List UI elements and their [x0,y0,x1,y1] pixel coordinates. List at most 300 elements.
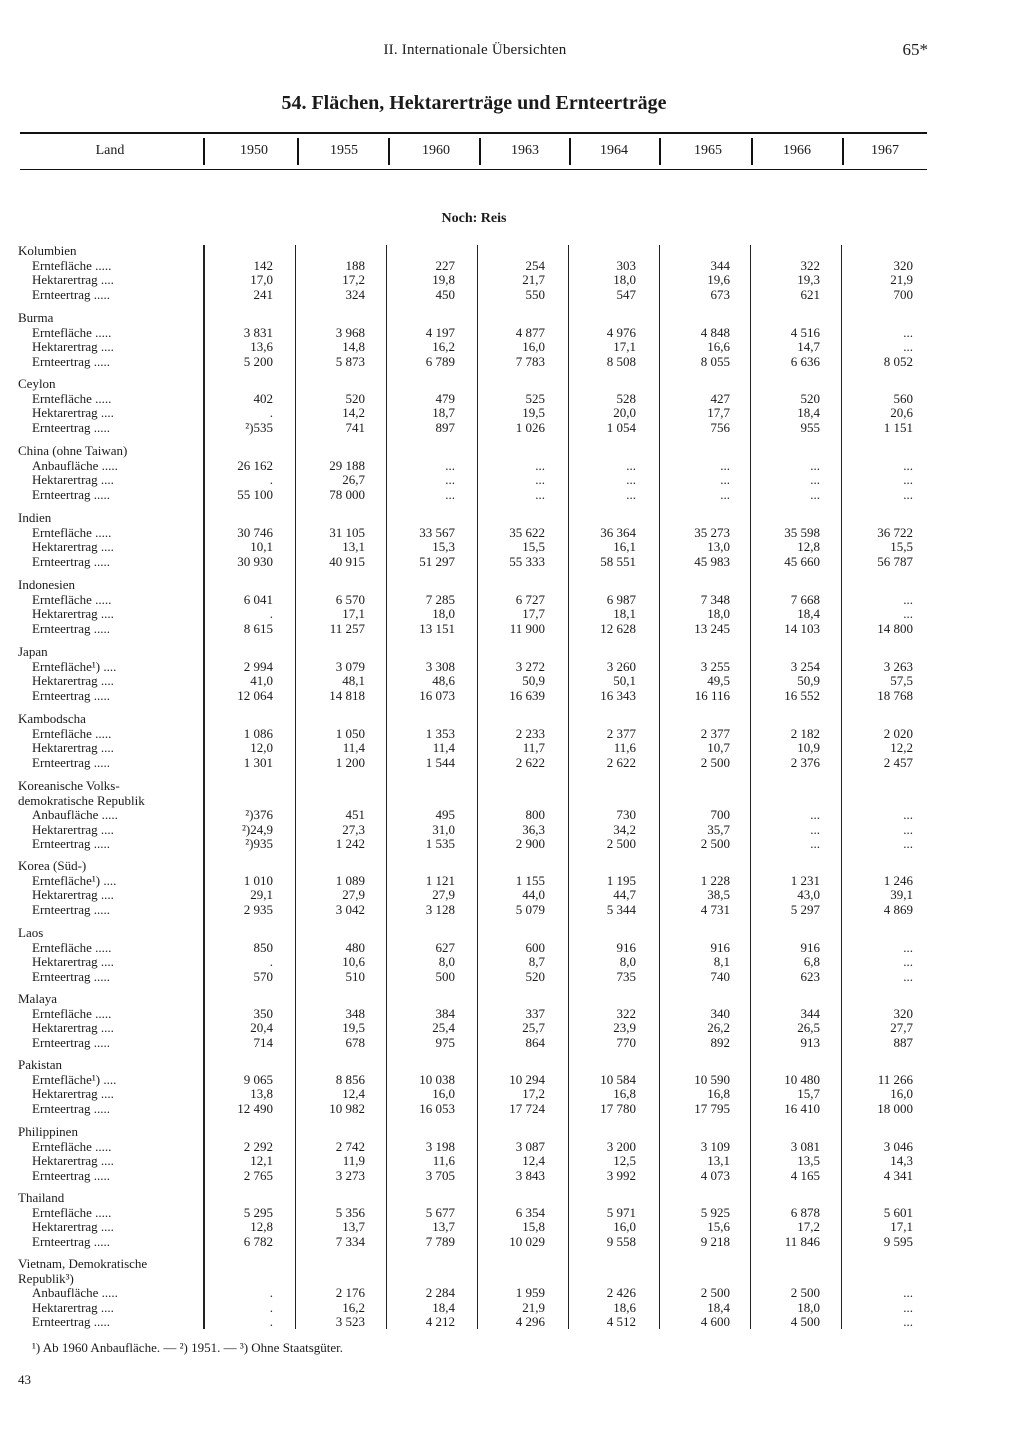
table-cell: 29,1 [250,887,273,902]
row-label: Ernteertrag ..... [32,353,110,369]
table-cell: ... [810,821,820,837]
table-cell: 570 [253,968,273,984]
table-cell: 16,8 [613,1086,636,1101]
country-name: Indonesien [18,577,76,592]
table-cell: 7 348 [700,591,730,607]
table-cell: 31 105 [329,524,365,540]
table-cell: 740 [710,968,730,984]
table-cell: ²)24,9 [242,821,273,837]
table-cell: 348 [345,1005,365,1021]
table-cell: 8,0 [438,954,455,969]
table-cell: 12,8 [797,539,820,554]
row-label: Hektarertrag .... [32,339,114,354]
table-cell: ... [903,591,913,607]
table-cell: 320 [893,257,913,273]
table-cell: 20,6 [890,405,913,420]
table-cell: 18,1 [613,606,636,621]
table-cell: 1 195 [606,872,636,888]
table-cell: . [269,1299,273,1315]
table-cell: 2 377 [606,725,636,741]
row-label: Erntefläche¹) .... [32,658,117,674]
table-cell: ... [903,472,913,487]
table-cell: 510 [345,968,365,984]
table-cell: 78 000 [329,486,365,502]
table-cell: ... [903,457,913,473]
table-cell: 1 301 [243,754,273,770]
table-cell: 11,7 [522,740,545,755]
table-cell: 11,4 [342,740,365,755]
table-cell: 2 233 [515,725,545,741]
row-label: Hektarertrag .... [32,673,114,688]
table-cell: . [269,1285,273,1300]
table-cell: 2 900 [515,836,545,851]
table-cell: 35 598 [784,524,820,540]
table-cell: 10 584 [600,1071,636,1087]
table-cell: 21,9 [522,1299,545,1315]
table-cell: 11,6 [432,1153,455,1168]
table-cell: 7 334 [335,1233,365,1249]
table-cell: 5 873 [335,353,365,369]
table-cell: 15,5 [890,539,913,554]
table-cell: 1 010 [243,872,273,888]
table-cell: 15,6 [707,1219,730,1234]
country-name: Kolumbien [18,243,77,258]
table-cell: 770 [616,1034,636,1050]
table-cell: 10,9 [797,740,820,755]
row-label: Erntefläche ..... [32,324,112,340]
table-cell: 344 [800,1005,820,1021]
table-cell: 12,1 [250,1153,273,1168]
table-cell: 550 [525,286,545,302]
table-cell: 4 165 [790,1167,820,1183]
table-cell: 188 [345,257,365,273]
table-cell: 8 508 [606,353,636,369]
table-cell: 495 [435,807,455,822]
table-cell: 27,9 [342,887,365,902]
table-cell: 8 856 [335,1071,365,1087]
table-cell: 5 601 [883,1204,913,1220]
table-cell: 14 103 [784,620,820,636]
table-cell: 13 151 [419,620,455,636]
country-name: Kambodscha [18,711,86,726]
table-cell: 3 968 [335,324,365,340]
table-cell: ... [903,339,913,354]
table-cell: 1 535 [425,836,455,851]
table-cell: 12,2 [890,740,913,755]
row-label: Ernteertrag ..... [32,1314,110,1329]
row-label: Erntefläche ..... [32,591,112,607]
table-cell: 9 595 [883,1233,913,1249]
row-label: Ernteertrag ..... [32,553,110,569]
table-cell: 50,9 [797,673,820,688]
table-cell: ²)935 [245,836,273,851]
table-cell: 2 500 [606,836,636,851]
table-cell: 8,0 [619,954,636,969]
table-cell: 35 273 [694,524,730,540]
table-cell: ... [903,954,913,969]
row-label: Hektarertrag .... [32,887,114,902]
table-cell: 18,4 [707,1299,730,1315]
table-cell: 955 [800,419,820,435]
table-cell: 303 [616,257,636,273]
table-cell: ... [445,457,455,473]
table-cell: ... [535,472,545,487]
table-cell: 26,5 [797,1020,820,1035]
table-cell: 43,0 [797,887,820,902]
table-cell: 4 212 [425,1314,455,1329]
table-cell: 520 [525,968,545,984]
table-cell: ... [903,821,913,837]
table-cell: 741 [345,419,365,435]
row-label: Ernteertrag ..... [32,620,110,636]
table-cell: 17,2 [342,272,365,287]
country-name: Thailand [18,1190,65,1205]
table-cell: 3 128 [425,901,455,917]
table-cell: ... [445,472,455,487]
table-cell: 6 570 [335,591,365,607]
table-cell: 4 073 [700,1167,730,1183]
table-cell: 7 789 [425,1233,455,1249]
country-name: Koreanische Volks- [18,778,120,793]
table-cell: 2 622 [606,754,636,770]
table-cell: 10,7 [707,740,730,755]
table-cell: 35 622 [509,524,545,540]
table-cell: 36 364 [600,524,636,540]
table-cell: 10,1 [250,539,273,554]
table-cell: 6 782 [243,1233,273,1249]
table-cell: 337 [525,1005,545,1021]
row-label: Hektarertrag .... [32,740,114,755]
table-cell: 14,7 [797,339,820,354]
row-label: Ernteertrag ..... [32,1167,110,1183]
column-header-year: 1965 [694,143,722,158]
table-cell: 520 [800,390,820,406]
table-cell: 58 551 [600,553,636,569]
table-cell: 16,0 [613,1219,636,1234]
column-header-separator [479,138,481,165]
column-header-separator [659,138,661,165]
table-cell: 11,6 [613,740,636,755]
table-cell: 621 [800,286,820,302]
table-cell: 16 552 [784,687,820,703]
table-cell: 10 038 [419,1071,455,1087]
table-cell: 16,0 [432,1086,455,1101]
table-cell: 916 [800,939,820,955]
table-cell: 10 480 [784,1071,820,1087]
table-cell: 55 100 [237,486,273,502]
table-cell: 3 260 [606,658,636,674]
table-cell: 12 490 [237,1100,273,1116]
table-cell: 384 [435,1005,455,1021]
table-cell: 13,1 [707,1153,730,1168]
table-cell: 16 116 [694,687,730,703]
table-cell: 6 878 [790,1204,820,1220]
table-cell: 17 795 [694,1100,730,1116]
table-cell: 4 731 [700,901,730,917]
table-cell: 5 971 [606,1204,636,1220]
row-label: Erntefläche¹) .... [32,872,117,888]
table-cell: 18,6 [613,1299,636,1315]
table-cell: 322 [800,257,820,273]
country-name: Malaya [18,991,57,1006]
table-cell: 6 987 [606,591,636,607]
country-name: Indien [18,510,52,525]
table-cell: 48,6 [432,673,455,688]
table-cell: 11,9 [342,1153,365,1168]
table-cell: 13,8 [250,1086,273,1101]
table-cell: 427 [710,390,730,406]
table-cell: ... [903,836,913,851]
row-label: Hektarertrag .... [32,606,114,621]
table-cell: 26 162 [237,457,273,473]
table-cell: 36 722 [877,524,913,540]
country-name: Philippinen [18,1124,78,1139]
row-label: Anbaufläche ..... [32,1285,118,1300]
table-cell: 3 109 [700,1138,730,1154]
table-cell: 35,7 [707,821,730,837]
table-cell: 17,0 [250,272,273,287]
row-label: Hektarertrag .... [32,821,114,837]
row-label: Erntefläche ..... [32,725,112,741]
table-cell: 2 426 [606,1285,636,1300]
table-cell: 27,3 [342,821,365,837]
row-label: Ernteertrag ..... [32,968,110,984]
table-cell: ... [903,324,913,340]
table-cell: 2 176 [335,1285,365,1300]
table-cell: 1 054 [606,419,636,435]
header-bottom-rule [20,169,927,170]
table-cell: 340 [710,1005,730,1021]
table-cell: 14,3 [890,1153,913,1168]
table-cell: 887 [893,1034,913,1050]
table-cell: 6 727 [515,591,545,607]
table-cell: 4 600 [700,1314,730,1329]
table-cell: 19,5 [342,1020,365,1035]
table-cell: 700 [710,807,730,822]
table-cell: 13,7 [342,1219,365,1234]
table-cell: 254 [525,257,545,273]
table-cell: 3 255 [700,658,730,674]
table-cell: 700 [893,286,913,302]
table-cell: 735 [616,968,636,984]
table-cell: 2 500 [700,754,730,770]
table-cell: 2 500 [700,836,730,851]
table-cell: 2 020 [883,725,913,741]
table-cell: 16,6 [707,339,730,354]
table-cell: 25,4 [432,1020,455,1035]
table-cell: ²)376 [245,807,273,822]
row-label: Erntefläche¹) .... [32,1071,117,1087]
column-header-separator [297,138,299,165]
country-name: Laos [18,925,44,940]
table-cell: 23,9 [613,1020,636,1035]
table-cell: 16,2 [342,1299,365,1315]
table-cell: 19,5 [522,405,545,420]
table-cell: 18,0 [707,606,730,621]
table-cell: 15,7 [797,1086,820,1101]
table-cell: 1 544 [425,754,455,770]
column-header-year: 1964 [600,143,628,158]
table-cell: 322 [616,1005,636,1021]
table-cell: ... [903,606,913,621]
table-cell: 27,7 [890,1020,913,1035]
table-cell: 18,7 [432,405,455,420]
table-cell: 15,3 [432,539,455,554]
row-label: Erntefläche ..... [32,939,112,955]
table-cell: ... [903,1285,913,1300]
table-cell: 897 [435,419,455,435]
table-cell: 4 296 [515,1314,545,1329]
table-cell: 45 983 [694,553,730,569]
table-cell: 16 343 [600,687,636,703]
country-name: Burma [18,310,54,325]
row-label: Hektarertrag .... [32,272,114,287]
table-cell: 1 086 [243,725,273,741]
table-cell: 850 [253,939,273,955]
table-cell: 14,8 [342,339,365,354]
table-cell: 17,7 [707,405,730,420]
row-label: Hektarertrag .... [32,1086,114,1101]
table-cell: 27,9 [432,887,455,902]
table-cell: 3 273 [335,1167,365,1183]
table-cell: 320 [893,1005,913,1021]
table-cell: 2 377 [700,725,730,741]
table-cell: 8 055 [700,353,730,369]
running-head: II. Internationale Übersichten [383,42,567,58]
table-cell: 11,4 [432,740,455,755]
column-header-land: Land [95,143,125,158]
table-cell: 678 [345,1034,365,1050]
table-cell: 3 081 [790,1138,820,1154]
table-cell: 350 [253,1005,273,1021]
table-cell: 11 266 [877,1071,913,1087]
row-label: Erntefläche ..... [32,390,112,406]
table-cell: 39,1 [890,887,913,902]
table-cell: 3 254 [790,658,820,674]
table-cell: 17,1 [342,606,365,621]
table-cell: 800 [525,807,545,822]
table-cell: 4 341 [883,1167,913,1183]
table-cell: 18,0 [613,272,636,287]
table-cell: 714 [253,1034,273,1050]
table-cell: 227 [435,257,455,273]
table-cell: 1 121 [425,872,455,888]
table-cell: 11 257 [329,620,365,636]
table-cell: 4 976 [606,324,636,340]
table-cell: 11 846 [784,1233,820,1249]
table-cell: 20,4 [250,1020,273,1035]
row-label: Hektarertrag .... [32,472,114,487]
table-cell: 560 [893,390,913,406]
header-top-rule [20,132,927,134]
table-cell: ... [903,939,913,955]
table-cell: 4 877 [515,324,545,340]
row-label: Anbaufläche ..... [32,807,118,822]
table-cell: 547 [616,286,636,302]
table-cell: 21,7 [522,272,545,287]
table-cell: 19,6 [707,272,730,287]
table-cell: ... [720,486,730,502]
table-cell: 18 000 [877,1100,913,1116]
table-cell: 1 231 [790,872,820,888]
column-header-separator [842,138,844,165]
table-cell: 2 376 [790,754,820,770]
table-cell: 12,0 [250,740,273,755]
footnote: ¹) Ab 1960 Anbaufläche. — ²) 1951. — ³) Ohne Staatsgüter. [32,1340,343,1355]
country-name: Pakistan [18,1057,63,1072]
table-cell: 14 800 [877,620,913,636]
table-cell: 8 052 [883,353,913,369]
table-cell: 600 [525,939,545,955]
table-cell: 2 622 [515,754,545,770]
table-cell: 5 200 [243,353,273,369]
table-cell: 1 026 [515,419,545,435]
table-cell: 6,8 [803,954,820,969]
table-cell: 520 [345,390,365,406]
table-cell: 1 155 [515,872,545,888]
table-cell: 16,2 [432,339,455,354]
table-cell: ... [903,1299,913,1315]
table-cell: 16 639 [509,687,545,703]
table-cell: 14 818 [329,687,365,703]
table-cell: 45 660 [784,553,820,569]
table-cell: 30 930 [237,553,273,569]
table-cell: 1 246 [883,872,913,888]
table-cell: 18,0 [432,606,455,621]
table-cell: 15,8 [522,1219,545,1234]
table-cell: 2 500 [700,1285,730,1300]
column-header-year: 1963 [511,143,539,158]
row-label: Ernteertrag ..... [32,687,110,703]
table-cell: 3 523 [335,1314,365,1329]
table-cell: 29 188 [329,457,365,473]
table-cell: 4 197 [425,324,455,340]
table-cell: 6 636 [790,353,820,369]
table-cell: 916 [710,939,730,955]
table-cell: 11 900 [509,620,545,636]
country-name: Japan [18,644,48,659]
table-cell: 2 994 [243,658,273,674]
table-cell: ²)535 [245,419,273,435]
table-cell: 12,8 [250,1219,273,1234]
table-cell: 10 029 [509,1233,545,1249]
table-cell: 3 263 [883,658,913,674]
table-cell: . [269,405,273,420]
table-cell: 1 089 [335,872,365,888]
table-cell: 4 500 [790,1314,820,1329]
table-cell: 50,1 [613,673,636,688]
column-header-year: 1955 [330,143,358,158]
table-cell: 7 668 [790,591,820,607]
section-title: Noch: Reis [441,211,507,226]
country-name: China (ohne Taiwan) [18,443,128,458]
table-cell: 975 [435,1034,455,1050]
table-cell: 10 294 [509,1071,545,1087]
table-cell: 2 742 [335,1138,365,1154]
table-cell: 450 [435,286,455,302]
table-cell: 9 065 [243,1071,273,1087]
table-cell: 3 831 [243,324,273,340]
table-cell: 16,0 [522,339,545,354]
row-label: Ernteertrag ..... [32,486,110,502]
table-cell: 16 410 [784,1100,820,1116]
table-cell: . [269,1314,273,1329]
country-name: Vietnam, Demokratische [18,1256,148,1271]
table-cell: 26,7 [342,472,365,487]
table-cell: 892 [710,1034,730,1050]
table-cell: 17,7 [522,606,545,621]
country-name: Republik³) [18,1270,74,1286]
